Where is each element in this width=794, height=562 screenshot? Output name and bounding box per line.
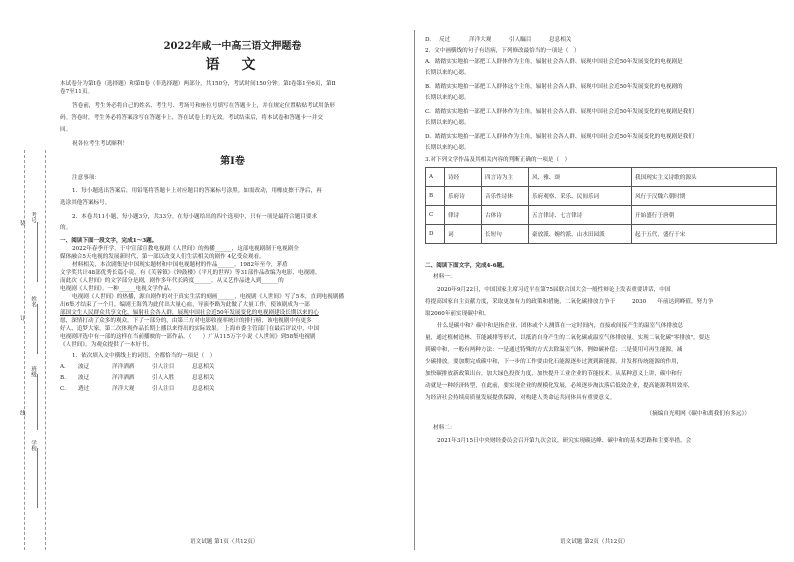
table-row: A 诗经 四言诗为主 风、雅、颂 我国现实主义诗歌的源头 xyxy=(426,168,777,187)
intro-line: 祝各位考生考试顺利！ xyxy=(72,141,128,147)
question-3: 3.对下列文学作品及其相关内容的判断正确的一项是（ ） xyxy=(425,157,571,163)
material1-line: 量，通过植树造林、节能减排等形式，以抵消自身产生的二氧化碳或温室气体排放量，实现二氧化碳"零排放"。要达 xyxy=(425,335,710,341)
material2-line: 2021年3月15日中央财经委员会召开第九次会议，研究实现碳达峰、碳中和的基本思路和主要举措。会 xyxy=(437,438,692,444)
material1-line: 将提高国家自主贡献力度，采取更加有力的政策和措施，二氧化碳排放力争于 2030 年前达到峰值，努力争 xyxy=(425,299,714,305)
q3-table xyxy=(425,167,777,244)
material1-line: 2020年9月22日，中国国家主席习近平在第75届联合国大会一般性辩论上发表重要讲话，中国 xyxy=(437,287,671,293)
class-line xyxy=(37,374,38,430)
material1-line: 动就是一种经济转型，在此前，要实现企业的规模化发展，必须逐步淘汰落后低效企业，提高能源利用效率， xyxy=(425,383,694,389)
passage-line: 文学奖共计48部优秀长篇小说，有《芙蓉镇》《钟鼓楼》《平凡的世界》等31部作品改编为电影、电视剧。 xyxy=(60,270,321,276)
passage-line: 材料相关，本次剧集是中国现实题材和中国电视题材的作品______。1982年至今，茅盾 xyxy=(72,262,288,268)
material1-line: 为经济社会持续高质量发展提供保障，对构建人类命运共同体具有重要意义。 xyxy=(425,395,616,401)
material1-source: （摘编自光明网《碳中和离我们有多远》） xyxy=(646,411,750,417)
question-2: 2．文中画横线的句子有语病，下列修改最恰当的一项是（ ） xyxy=(425,48,580,54)
passage-line: 电视剧评选中有一部的这样在当前播映的一部作品。（ ）广从115万字小说《人世间》到58集电视剧 xyxy=(60,334,316,340)
part2-heading: 二、阅读下面文字，完成4-6题。 xyxy=(425,263,508,269)
notice-line: 的。 xyxy=(60,225,72,231)
passage-line: 好人、追梦大家，第二次体现作品长期上播以来得出的实际效果。 上海市委主管部门在最后评议中，中国 xyxy=(60,326,320,332)
q2-option-d: D. 踏踏实实地拍一部把工人群体作为主角，辐射社会各人群、展现中国社会近50年发展变化的电视剧是我们 xyxy=(425,134,694,140)
passage-line: 愿，深情打动了众多的观众。下了一部分的，由第三方对电影收视率统计的排行榜，该电视剧中有更多 xyxy=(60,318,312,324)
section-title: 第Ⅰ卷 xyxy=(220,156,245,167)
passage-line: 电视剧《人世间》的热播，源自剧作的对于真实生活的刻画______，电视剧《人世间》写了5本，直到电视剧播 xyxy=(72,294,345,300)
passage-line: 电视剧《人世间》。一种______电视文学作品。 xyxy=(60,286,175,292)
passage-line: 媒体融合5天电视的发展新时代，第一部以改变人们生活相关的剧作 4亿受众观看。 xyxy=(60,254,265,260)
intro-line: 码。答卷时，考生务必将答案涂写在答题卡上，答在试卷上的无效。考试结束后，将本试卷和答题卡一并交 xyxy=(60,115,323,121)
page-separator xyxy=(414,30,415,550)
question-1: 1．依次填入文中横线上的词语，全都恰当的一项是（ ） xyxy=(72,353,216,359)
q1-option-a: A. 波迂 洋洋洒洒 引人注目 息息相关 xyxy=(60,364,215,370)
class-label: 班级 xyxy=(30,366,36,378)
q2-option-a-cont: 长期以来的心愿。 xyxy=(425,70,470,76)
material1-line: 到碳中和，一般有两种方法：一是通过特殊的方式去除温室气体，例如碳补偿；二是使用可再生能源，减 xyxy=(425,347,683,353)
notice-title: 注意事项： xyxy=(72,175,100,181)
q2-option-b: B. 踏踏实实地拍一部把工人群体这个主角，辐射社会各人群、展现中国社会近50年发展变化的电视剧的 xyxy=(425,84,683,90)
intro-line: 本试卷分为第Ⅰ卷（选择题）和第Ⅱ卷（非选择题）两部分，共150分，考试时间150分钟。第Ⅰ卷第1至6页，第Ⅱ xyxy=(60,81,336,87)
notice-line: 选涂其他答案标号。 xyxy=(60,200,111,206)
material1-label: 材料一： xyxy=(433,274,456,280)
q2-option-a: A. 踏踏实实地拍一部把工人群体作为主角，辐射社会各人群、展现中国社会近50年发展变化的电视剧是 xyxy=(425,59,683,65)
intro-line: 答卷前，考生务必将自己的姓名、考生号、考场号和座位号填写在答题卡上，并在规定位置粘贴考试用条形 xyxy=(72,103,335,109)
table-row: C 律诗 古体诗 五言律诗、七言律诗 开始盛行于唐朝 xyxy=(426,206,777,225)
left-page xyxy=(60,40,405,393)
part1-heading: 一、阅读下面一段文字，完成1～3题。 xyxy=(60,238,158,244)
binding-line-inner xyxy=(45,150,46,550)
passage-line: 出6集才结束了一个月。编剧王海鸰为此付出大量心血，导演李路为此做了大量工作，使该剧成为一部 xyxy=(60,302,310,308)
name-line xyxy=(37,304,38,354)
binding-mark: 订 xyxy=(20,316,26,322)
material1-line: 取2060年前实现碳中和。 xyxy=(425,311,490,317)
exam-title: 2022年咸一中高三语文押题卷 xyxy=(163,41,302,52)
binding-mark: 装 xyxy=(20,221,26,227)
material2-label: 材料二： xyxy=(433,425,456,431)
q1-option-d: D. 反过 洋洋大观 引人瞩目 息息相关 xyxy=(425,37,572,43)
binding-mark: 线 xyxy=(20,411,26,417)
q2-option-d-cont: 长期以来的心愿。 xyxy=(425,145,470,151)
table-row: D 词 长短句 豪放派、婉约派、山水田园派 起于五代，盛行于宋 xyxy=(426,225,777,244)
q2-option-c: C. 踏踏实实地拍一部把工人群体作为主角，辐射社会各人群、展现中国社会近50年发展变化的电视剧是我们 xyxy=(425,109,694,115)
passage-line: 2022年春季开学，于中宣部宣教电视剧《人世间》的热播______，这部电视剧制于电视剧全 xyxy=(72,246,299,252)
exam-number-line xyxy=(37,222,38,282)
right-page xyxy=(425,36,780,445)
q1-option-c: C. 透过 洋洋大观 引人注目 息息相关 xyxy=(60,386,215,392)
passage-underlined-line: 部国文生人民群众共享文化，辐射社会各人群，展现中国社会近50年发展变化的电视剧建设长期以来的心 xyxy=(60,310,319,316)
notice-line: 1．每小题选出答案后，用铅笔将答题卡上对应题目的答案标号涂黑。如需改动，用橡皮擦干净后，再 xyxy=(72,188,322,194)
material1-line: 加快碳排放新政策出台，加大绿色投资力度，加快提升工业企业的节能技术。从某种意义上讲，碳中和行 xyxy=(425,371,683,377)
name-label: 姓名 xyxy=(30,296,36,308)
q1-option-b: B. 波迂 洋洋洒洒 引人入胜 息息相关 xyxy=(60,375,215,381)
q2-option-b-cont: 长期以来的心愿。 xyxy=(425,95,470,101)
material1-line: 什么是碳中和？碳中和是指企业、团体或个人测算在一定时间内，直接或间接产生的温室气体排放总 xyxy=(437,323,684,329)
exam-number-label: 考号 xyxy=(30,212,36,224)
subject-title: 语 文 xyxy=(205,57,260,73)
school-line xyxy=(37,448,38,508)
notice-line: 2．本卷共11小题，每小题3分，共33分。在每小题给出的四个选项中，只有一项是最符合题目要求 xyxy=(72,214,318,220)
table-row: B 乐府诗 音乐性诗体 乐府观察、采乐、民间乐词 风行于汉魏六朝时期 xyxy=(426,187,777,206)
passage-line: 而此次《人世间》的文学部分是剧，剧作多年代长跨度______，从义艺作品进入到______的 xyxy=(60,278,284,284)
intro-line: 卷7至11页。 xyxy=(60,89,94,95)
intro-line: 回。 xyxy=(60,127,72,133)
q2-option-c-cont: 长期以来的心愿。 xyxy=(425,120,470,126)
school-label: 学校 xyxy=(30,440,36,452)
passage-line: 《人世间》，为观众提供了一本好书。 xyxy=(60,342,153,348)
material1-line: 少碳排放。要加期完成碳中和，下一步的工作要由化石能源逐步过渡到新能源，并发挥传统能源的作用， xyxy=(425,359,683,365)
page-footer-right: 语文试题 第2页（共12页） xyxy=(560,539,629,545)
page-footer-left: 语文试题 第1页（共12页） xyxy=(190,539,259,545)
